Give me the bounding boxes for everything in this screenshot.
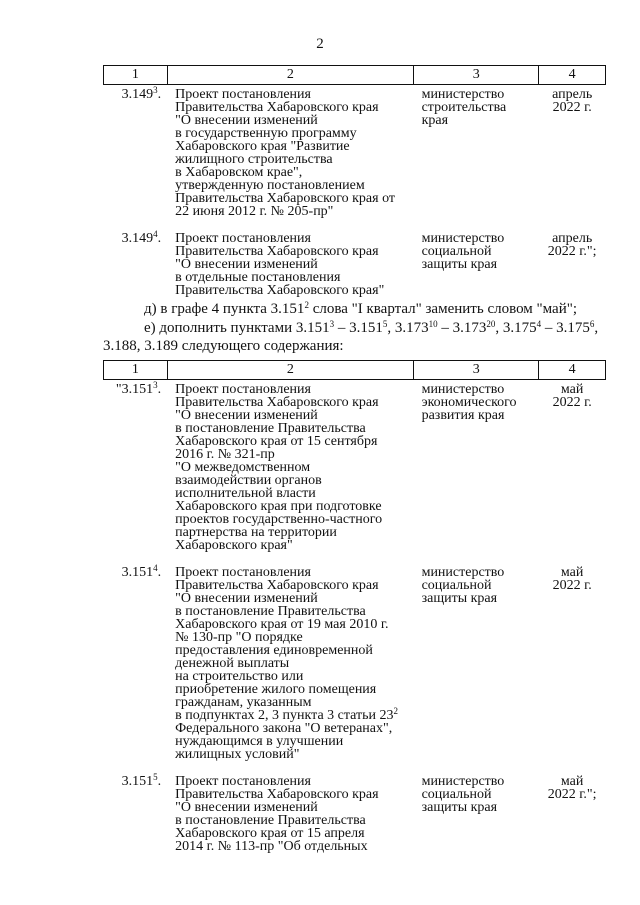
item-title: Проект постановления Правительства Хабаровского края "О внесении изменений в постановление Правительства Хабаровского края от 15 сентября 2016 г. № 321-пр "О межведомственном взаимодействии органов исполнительной власти Хабаровского края при подготовке проектов государственно-частного партнерства на территории Хабаровского края" (175, 382, 383, 553)
header-col-2: 2 (167, 361, 413, 380)
table-row (104, 85, 606, 223)
item-executor: министерство социальной защиты края (421, 231, 505, 272)
header-col-1: 1 (104, 361, 168, 380)
header-col-3: 3 (414, 361, 539, 380)
item-title: Проект постановления Правительства Хабаровского края "О внесении изменений в государственную программу Хабаровского края "Развитие жилищного строительства в Хабаровском крае", утвержденную постановлением Правительства Хабаровского края от 22 июня 2012 г. № 205-пр" (175, 87, 396, 219)
item-number: 3.149$^4$. (121, 229, 162, 246)
header-col-4: 4 (539, 361, 606, 380)
table-row (104, 222, 606, 301)
item-title: Проект постановления Правительства Хабаровского края "О внесении изменений в постановление Правительства Хабаровского края от 19 мая 2010 г. № 130-пр "О порядке предоставления единовременной денежной выплаты на строительство или приобретение жилого помещения гражданам, указанным в подпунктах 2, 3 пункта 3 статьи $23^2$ Федерального закона "О ветеранах", нуждающимся в улучшении жилищных условий" (175, 565, 399, 762)
table-row (104, 765, 606, 857)
table-row (104, 380, 606, 557)
item-number: 3.151$^5$. (121, 772, 162, 789)
item-title: Проект постановления Правительства Хабаровского края "О внесении изменений в отдельные постановления Правительства Хабаровского края" (175, 231, 385, 298)
item-deadline: май 2022 г. (552, 382, 592, 410)
item-number: 3.149$^3$. (121, 85, 162, 102)
item-executor: министерство экономического развития края (421, 382, 517, 423)
item-deadline: май 2022 г."; (547, 774, 597, 802)
header-col-3: 3 (414, 66, 539, 85)
item-executor: министерство социальной защиты края (421, 565, 505, 606)
table-header-row (104, 66, 606, 85)
header-col-4: 4 (539, 66, 606, 85)
header-col-2: 2 (167, 66, 413, 85)
paragraph-d: д) в графе 4 пункта 3.151$^2$ слова "I квартал" заменить словом "май"; (144, 300, 578, 317)
header-col-1: 1 (104, 66, 168, 85)
item-deadline: апрель 2022 г. (552, 87, 593, 115)
paragraph-e-line-2: 3.188, 3.189 следующего содержания: (103, 338, 344, 354)
item-deadline: май 2022 г. (552, 565, 592, 593)
paragraph-e: е) дополнить пунктами 3.151$^3$ – 3.151$^5$, 3.173$^{10}$ – 3.173$^{20}$, 3.175$^4$ – 3.175$^6$, (144, 319, 599, 336)
table-2 (103, 360, 606, 857)
page-number: 2 (316, 36, 324, 52)
table-1 (103, 65, 606, 301)
item-executor: министерство строительства края (421, 87, 507, 128)
item-number: 3.151$^4$. (121, 563, 162, 580)
item-number: "3.151$^3$. (115, 380, 162, 397)
table-header-row (104, 361, 606, 380)
table-row (104, 556, 606, 765)
item-title: Проект постановления Правительства Хабаровского края "О внесении изменений в постановление Правительства Хабаровского края от 15 апреля 2014 г. № 113-пр "Об отдельных (175, 774, 379, 854)
item-executor: министерство социальной защиты края (421, 774, 505, 815)
item-deadline: апрель 2022 г."; (547, 231, 597, 259)
